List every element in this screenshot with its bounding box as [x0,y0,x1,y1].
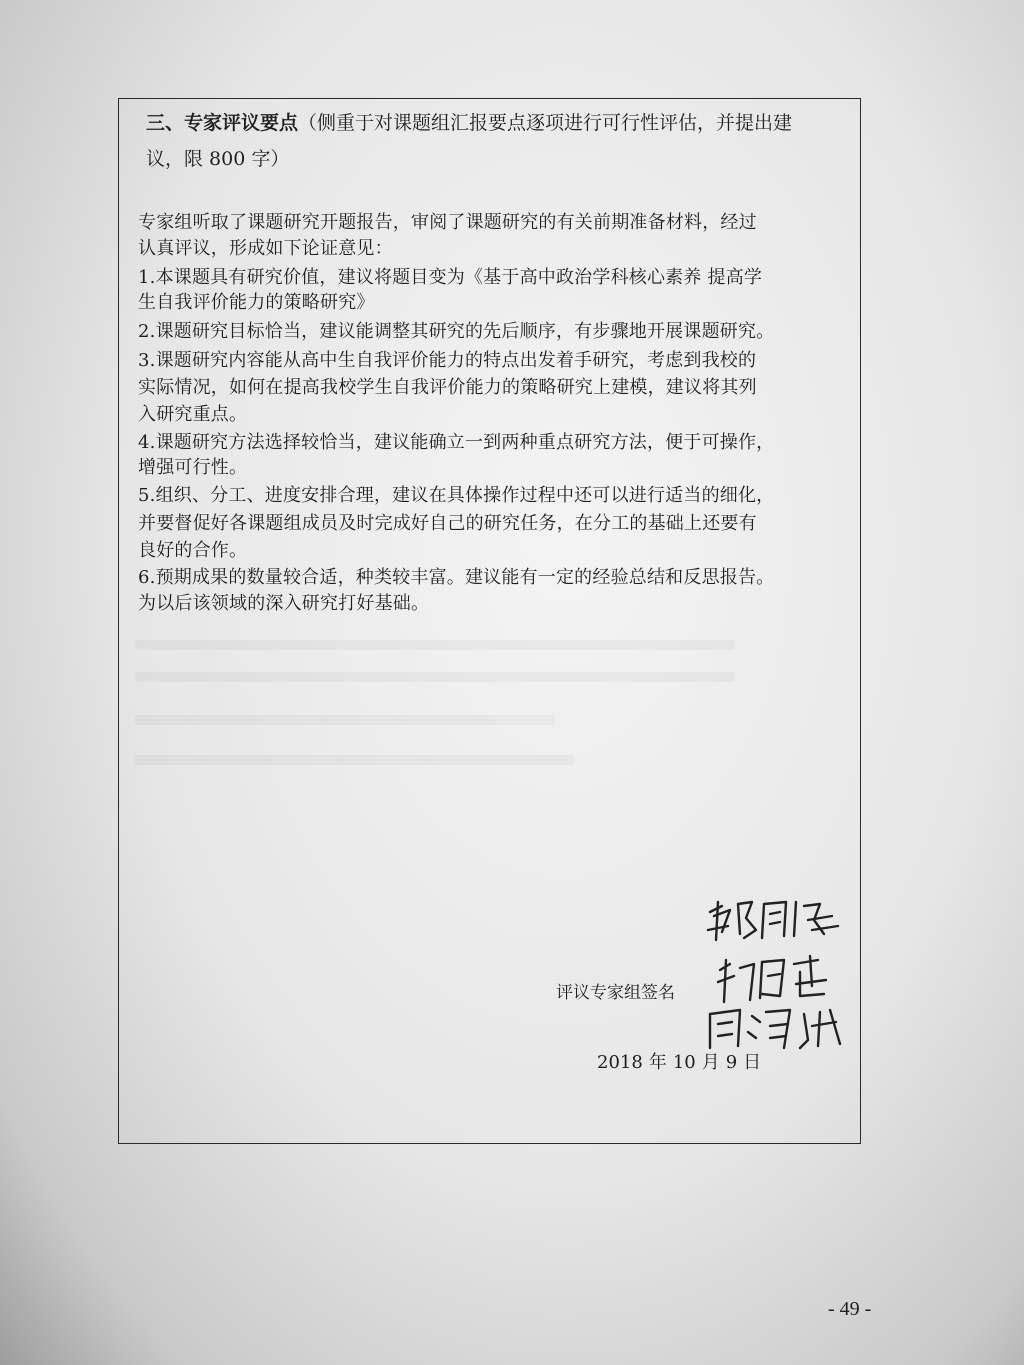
comment-line: 并要督促好各课题组成员及时完成好自己的研究任务，在分工的基础上还要有 [138,513,757,534]
comment-line: 1.本课题具有研究价值，建议将题目变为《基于高中政治学科核心素养 提高学 [138,267,763,288]
date-month-unit: 月 [701,1052,720,1073]
section-heading: 三、专家评议要点 [146,112,299,134]
comment-line: 专家组听取了课题研究开题报告，审阅了课题研究的有关前期准备材料，经过 [138,212,757,233]
date-year: 2018 [597,1052,643,1073]
comment-line: 2.课题研究目标恰当，建议能调整其研究的先后顺序，有步骤地开展课题研究。 [138,321,775,342]
date-month: 10 [672,1052,696,1073]
comment-line: 入研究重点。 [138,404,248,425]
section-heading-line1 [146,110,792,136]
bleed-through-text [135,672,735,682]
bleed-through-text [135,640,735,650]
date-day: 9 [725,1052,738,1073]
comment-line: 良好的合作。 [138,540,248,561]
comment-line: 6.预期成果的数量较合适，种类较丰富。建议能有一定的经验总结和反思报告。 [138,567,775,588]
signature-label: 评议专家组签名 [556,983,675,1003]
comment-line: 实际情况，如何在提高我校学生自我评价能力的策略研究上建模，建议将其列 [138,377,757,398]
review-date [597,1048,767,1074]
comment-line: 增强可行性。 [138,457,248,478]
bleed-through-text [135,715,555,725]
comment-line: 5.组织、分工、进度安排合理，建议在具体操作过程中还可以进行适当的细化， [138,485,775,506]
section-heading-line2 [146,146,289,172]
date-day-unit: 日 [743,1052,762,1073]
handwritten-signatures [700,890,860,1060]
date-year-unit: 年 [648,1052,667,1073]
comment-line: 3.课题研究内容能从高中生自我评价能力的特点出发着手研究，考虑到我校的 [138,350,757,371]
comment-line: 认真评议，形成如下论证意见： [138,238,393,259]
page-number: - 49 - [828,1298,872,1320]
bleed-through-text [135,755,575,765]
section-note: （侧重于对课题组汇报要点逐项进行可行性评估，并提出建 [298,112,793,134]
comment-line: 生自我评价能力的策略研究》 [138,292,375,313]
section-note-cont: 议，限 800 字） [146,148,290,170]
comment-line: 为以后该领域的深入研究打好基础。 [138,593,430,614]
comment-line: 4.课题研究方法选择较恰当，建议能确立一到两种重点研究方法，便于可操作， [138,432,775,453]
